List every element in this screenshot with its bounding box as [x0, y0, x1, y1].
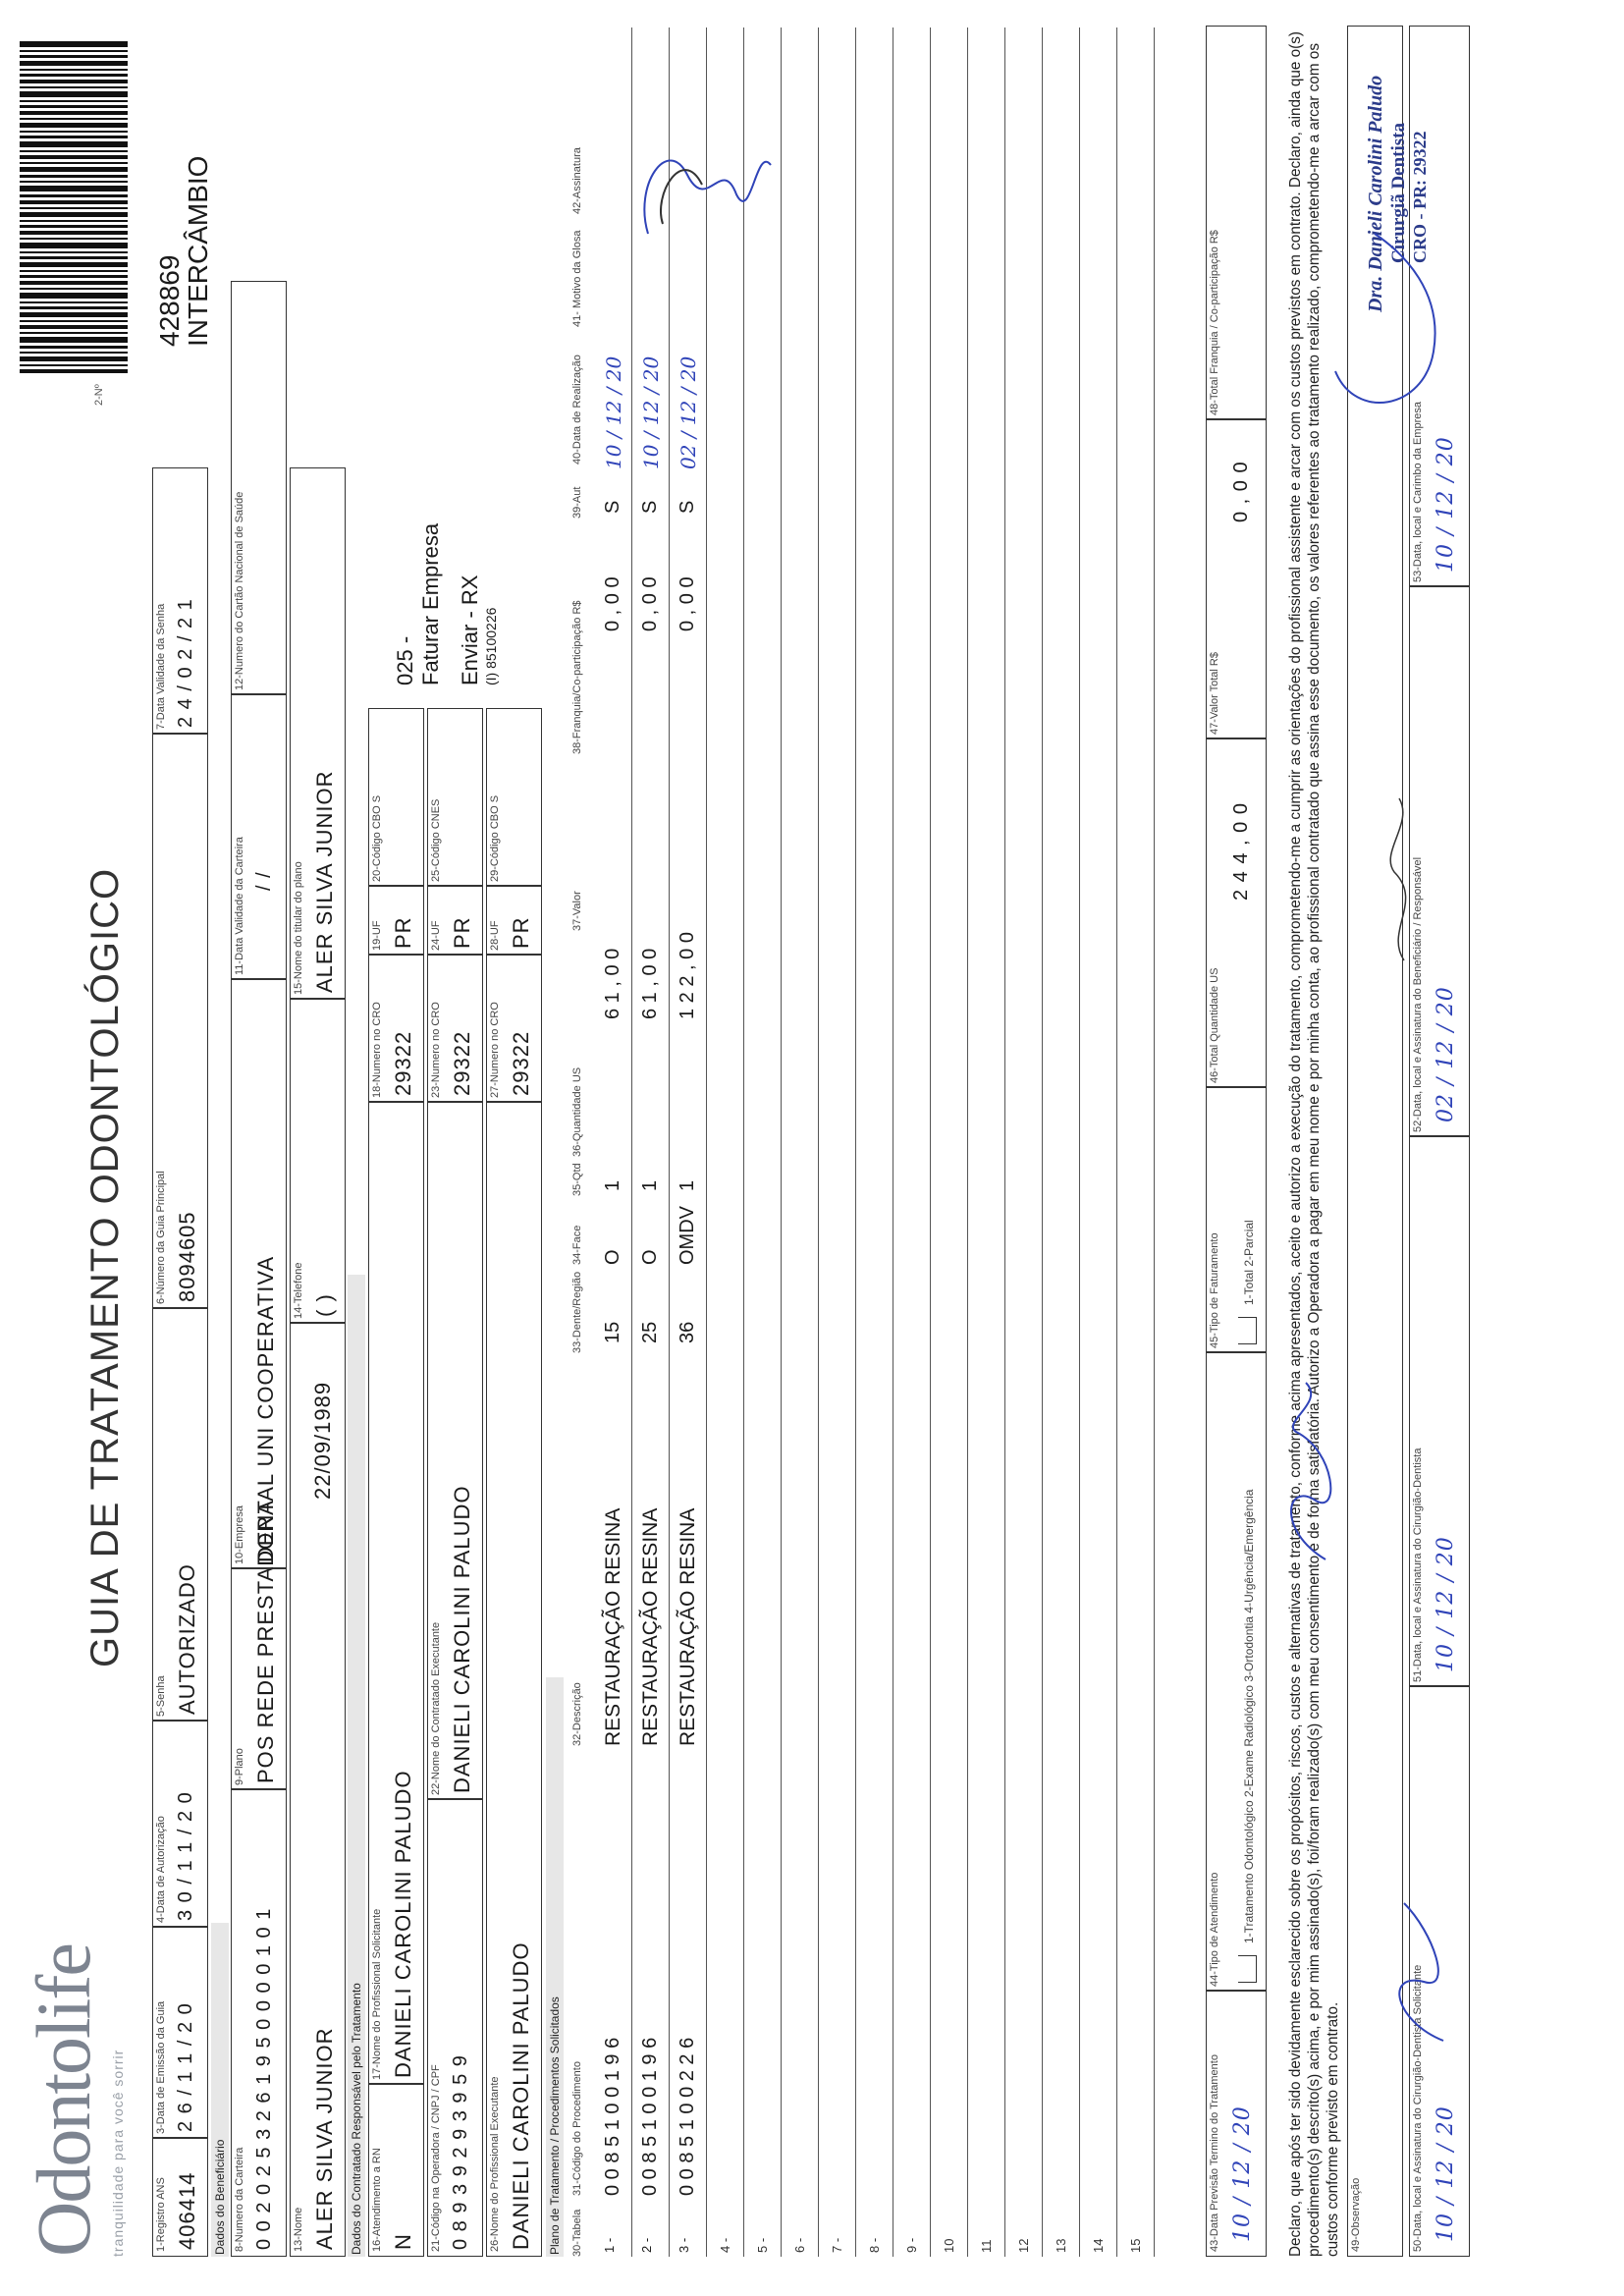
- row-number: 14: [1091, 2238, 1106, 2253]
- empty-procedure-row[interactable]: [893, 27, 931, 2257]
- value: ALER SILVA JUNIOR: [312, 2027, 337, 2250]
- col-qtd: 35-Qtd: [571, 1163, 583, 1196]
- label: 17-Nome do Profissional Solicitante: [371, 1908, 383, 2080]
- empty-procedure-row[interactable]: [1004, 27, 1043, 2257]
- field-validade-carteira: [231, 693, 287, 980]
- procedure-qty: 1: [602, 1179, 623, 1191]
- empty-procedure-row[interactable]: [818, 27, 856, 2257]
- value: 10 / 12 / 20: [1434, 1536, 1458, 1672]
- value: 8094605: [175, 1211, 199, 1302]
- label: 10-Empresa: [234, 1505, 245, 1564]
- field-empresa: [231, 978, 287, 1569]
- realization-date: 10 / 12 / 20: [639, 355, 663, 469]
- label: 12-Numero do Cartão Nacional de Saúde: [234, 491, 245, 690]
- value: PR: [391, 916, 415, 949]
- value: / /: [253, 871, 275, 891]
- value: 10 / 12 / 20: [1434, 436, 1458, 573]
- label: 18-Numero no CRO: [371, 1002, 383, 1098]
- label: 20-Código CBO S: [371, 794, 383, 882]
- value: 02 / 12 / 20: [1434, 986, 1458, 1122]
- procedure-row: [631, 27, 670, 2257]
- procedure-qty: 1: [677, 1179, 698, 1191]
- label: 26-Nome do Profissional Executante: [489, 2076, 501, 2252]
- empty-procedure-row[interactable]: [967, 27, 1005, 2257]
- field-contratado-executante: [427, 1101, 483, 1800]
- empty-procedure-row[interactable]: [855, 27, 893, 2257]
- field-cbo-solicitante: [368, 708, 424, 887]
- guide-type: INTERCÂMBIO: [183, 155, 213, 347]
- col-data-realizacao: 40-Data de Realização: [571, 355, 583, 465]
- field-codigo-operadora: [427, 1798, 483, 2257]
- procedure-us: 6 1 , 0 0: [639, 948, 661, 1019]
- field-cro-profissional: [486, 954, 542, 1103]
- logo-wordmark: Odontolife: [21, 1944, 106, 2257]
- field-profissional-solicitante: [368, 1101, 424, 2085]
- label: 46-Total Quantidade US: [1209, 967, 1220, 1083]
- label: 28-UF: [489, 920, 501, 951]
- label: 1-Registro ANS: [155, 2177, 167, 2252]
- page-title: GUIA DE TRATAMENTO ODONTOLÓGICO: [83, 867, 127, 1667]
- label: 5-Senha: [155, 1675, 167, 1717]
- procedure-row: [594, 27, 632, 2257]
- stamp-line-2: Faturar Empresa: [418, 522, 443, 685]
- label: 53-Data, local e Carimbo da Empresa: [1412, 401, 1424, 582]
- procedure-franquia: 0 , 0 0: [639, 576, 661, 631]
- value: 2 6 / 1 1 / 2 0: [175, 2002, 196, 2132]
- procedure-description: RESTAURAÇÃO RESINA: [639, 1507, 662, 1746]
- stamp-line-1: 025 -: [393, 635, 417, 685]
- col-codigo: 31-Código do Procedimento: [571, 2061, 583, 2196]
- field-registro-ans: [152, 2137, 208, 2257]
- row-number: 15: [1128, 2238, 1143, 2253]
- value: DANIELI CAROLINI PALUDO: [391, 1770, 415, 2078]
- label: 52-Data, local e Assinatura do Beneficiário / Responsável: [1412, 856, 1424, 1132]
- guide-number-label: 2-Nº: [93, 384, 105, 406]
- field-total-us: [1206, 738, 1267, 1088]
- row-number: 10: [942, 2238, 956, 2253]
- value: 2 4 4 , 0 0: [1230, 802, 1252, 901]
- section-bar-beneficiario: [211, 1923, 229, 2257]
- field-uf-executante: [427, 885, 483, 956]
- logo-tagline: tranquilidade para você sorrir: [110, 2049, 126, 2257]
- section-procedimentos: Plano de Tratamento / Procedimentos Solicitados: [548, 1996, 562, 2255]
- field-cartao-nacional: [231, 281, 287, 695]
- field-data-emissao: [152, 1926, 208, 2139]
- dentist-stamp-cro: CRO - PR: 29322: [1410, 131, 1430, 263]
- declaration-text: Declaro, que após ter sido devidamente esclarecido sobre os propósitos, riscos, custos e alternativas de tratamento, conforme acima apresentados, aceito e autorizo a execução do tratamento, comprometendo-me a cumprir as orientações do profissional assistente e arcar com os custos previstos em contrato. Declaro, ainda que o(s) procedimento(s) descrito(s) acima, e por mim assinado(s), foi/foram realizado(s) com meu consentimento e de forma satisfatória. Autorizo a Operadora a pagar em meu nome e por minha conta, ao profissional contratado que assina esse documento, os valores referentes ao tratamento realizado, comprometendo-me a arcar com os custos conforme previsto em contrato.: [1287, 31, 1341, 2257]
- signature-scribble-solicitante: [1375, 1874, 1463, 2050]
- col-quantidade-us: 36-Quantidade US: [571, 1066, 583, 1157]
- row-number: 9 -: [904, 2237, 919, 2253]
- field-profissional-executante: [486, 1101, 542, 2257]
- value: POS REDE PRESTADORA: [253, 1500, 278, 1783]
- signature-scribble-empresa: [1316, 214, 1453, 430]
- empty-procedure-row[interactable]: [930, 27, 968, 2257]
- dentist-stamp-title: Cirurgiã Dentista: [1388, 122, 1409, 263]
- value: N: [391, 2233, 415, 2250]
- field-guia-principal: [152, 733, 208, 1309]
- label: 6-Número da Guia Principal: [155, 1171, 167, 1304]
- label: 25-Código CNES: [430, 798, 442, 882]
- options: 1-Total 2-Parcial: [1242, 1220, 1256, 1305]
- field-cro-solicitante: [368, 954, 424, 1103]
- value: 3 0 / 1 1 / 2 0: [175, 1791, 196, 1921]
- procedure-code: 0 0 8 5 1 0 0 1 9 6: [602, 2037, 623, 2196]
- dentist-stamp-name: Dra. Danieli Carolini Paludo: [1365, 75, 1386, 312]
- options: 1-Tratamento Odontológico 2-Exame Radiológico 3-Ortodontia 4-Urgência/Emergência: [1242, 1489, 1256, 1943]
- procedure-code: 0 0 8 5 1 0 0 1 9 6: [639, 2037, 661, 2196]
- procedure-franquia: 0 , 0 0: [602, 576, 623, 631]
- tooth-region: 36: [677, 1321, 698, 1343]
- odontolife-logo: [20, 1944, 137, 2257]
- label: 51-Data, local e Assinatura do Cirurgião-Dentista: [1412, 1448, 1424, 1682]
- field-previsao-termino: [1206, 1990, 1267, 2257]
- label: 11-Data Validade da Carteira: [234, 837, 245, 975]
- field-cbo-profissional: [486, 708, 542, 887]
- label: 27-Numero no CRO: [489, 1002, 501, 1098]
- section-bar-contratado: [348, 1275, 365, 2257]
- label: 50-Data, local e Assinatura do Cirurgião-Dentista Solicitante: [1412, 1964, 1424, 2252]
- value: 29322: [509, 1030, 533, 1096]
- field-cnes: [427, 708, 483, 887]
- field-valor-total: [1206, 418, 1267, 739]
- value: DANIELI CAROLINI PALUDO: [450, 1485, 474, 1793]
- label: 44-Tipo de Atendimento: [1209, 1872, 1220, 1987]
- empty-procedure-row[interactable]: [1116, 27, 1155, 2257]
- row-number: 13: [1054, 2238, 1068, 2253]
- procedure-row: [669, 27, 707, 2257]
- authorization: S: [602, 500, 623, 514]
- label: 15-Nome do titular do plano: [293, 861, 304, 995]
- value: PR: [509, 916, 533, 949]
- empty-procedure-row[interactable]: [1042, 27, 1080, 2257]
- label: 48-Total Franquia / Co-participação R$: [1209, 230, 1220, 415]
- field-atendimento-rn: [368, 2083, 424, 2257]
- label: 21-Código na Operadora / CNPJ / CPF: [430, 2064, 442, 2252]
- section-bar-procedimentos: [546, 1677, 564, 2257]
- tooth-face: O: [639, 1249, 661, 1265]
- value: DANIELI CAROLINI PALUDO: [509, 1941, 533, 2250]
- label: 22-Nome do Contratado Executante: [430, 1621, 442, 1795]
- label: 45-Tipo de Faturamento: [1209, 1232, 1220, 1348]
- field-nome: [290, 1322, 346, 2257]
- signature-scribble-dentist: [1267, 1373, 1355, 1569]
- field-senha: [152, 1307, 208, 1722]
- label: 14-Telefone: [293, 1262, 304, 1319]
- realization-date: 02 / 12 / 20: [677, 355, 700, 469]
- signature-scribble-beneficiario: [1365, 793, 1434, 970]
- field-uf-solicitante: [368, 885, 424, 956]
- label: 47-Valor Total R$: [1209, 652, 1220, 735]
- field-total-franquia: [1206, 26, 1267, 420]
- tooth-region: 15: [602, 1321, 623, 1343]
- value: DENTAL UNI COOPERATIVA: [253, 1255, 278, 1562]
- guide-number: 428869: [154, 254, 185, 347]
- section-contratado: Dados do Contratado Responsável pelo Tratamento: [350, 1983, 363, 2255]
- label: 49-Observação: [1350, 2177, 1362, 2252]
- col-valor: 37-Valor: [571, 891, 583, 931]
- value: 0 , 0 0: [1230, 461, 1252, 522]
- procedure-description: RESTAURAÇÃO RESINA: [677, 1507, 699, 1746]
- tooth-region: 25: [639, 1321, 661, 1343]
- label: 19-UF: [371, 920, 383, 951]
- col-tabela: 30-Tabela: [571, 2209, 583, 2257]
- label: 9-Plano: [234, 1748, 245, 1785]
- field-tipo-faturamento: [1206, 1086, 1267, 1353]
- value: ALER SILVA JUNIOR: [312, 770, 337, 993]
- label: 43-Data Previsão Termino do Tratamento: [1209, 2054, 1220, 2252]
- value: PR: [450, 916, 474, 949]
- procedures-header: [569, 27, 589, 2257]
- value: AUTORIZADO: [175, 1563, 199, 1715]
- row-number: 7 -: [830, 2237, 844, 2253]
- col-descricao: 32-Descrição: [571, 1682, 583, 1746]
- row-number: 3 -: [677, 2237, 691, 2253]
- value: 29322: [450, 1030, 474, 1096]
- field-validade-senha: [152, 467, 208, 735]
- authorization: S: [639, 500, 661, 514]
- billing-stamp: [393, 430, 499, 685]
- signature-scribble-rows: [628, 116, 776, 253]
- label: 16-Atendimento a RN: [371, 2148, 383, 2252]
- field-data-autorizacao: [152, 1720, 208, 1928]
- value: 0 8 9 3 9 2 9 3 9 5 9: [450, 2054, 471, 2250]
- label: 8-Numero da Carteira: [234, 2147, 245, 2252]
- row-number: 5 -: [755, 2237, 770, 2253]
- tooth-face: O: [602, 1249, 623, 1265]
- procedure-code: 0 0 8 5 1 0 0 2 2 6: [677, 2037, 698, 2196]
- procedure-us: 6 1 , 0 0: [602, 948, 623, 1019]
- row-number: 11: [979, 2239, 994, 2253]
- col-motivo-glosa: 41- Motivo da Glosa: [571, 230, 583, 327]
- col-face: 34-Face: [571, 1225, 583, 1265]
- label: 23-Numero no CRO: [430, 1002, 442, 1098]
- value: 406414: [175, 2171, 199, 2250]
- authorization: S: [677, 500, 698, 514]
- row-number: 12: [1016, 2238, 1031, 2253]
- label: 29-Código CBO S: [489, 794, 501, 882]
- stamp-line-4: (I) 85100226: [483, 607, 499, 685]
- field-cro-executante: [427, 954, 483, 1103]
- label: 7-Data Validade da Senha: [155, 603, 167, 730]
- stamp-line-3: Enviar - RX: [458, 574, 482, 685]
- label: 3-Data de Emissão da Guia: [155, 2000, 167, 2134]
- value: 10 / 12 / 20: [1434, 2105, 1458, 2242]
- empty-procedure-row[interactable]: [781, 27, 819, 2257]
- row-number: 2 -: [639, 2237, 654, 2253]
- label: 13-Nome: [293, 2207, 304, 2252]
- value: 0 0 2 0 2 5 3 2 6 1 9 5 0 0 0 0 1 0 1: [253, 1907, 275, 2250]
- value: ( ): [312, 1293, 337, 1317]
- label: 24-UF: [430, 920, 442, 951]
- col-aut: 39-Aut: [571, 486, 583, 519]
- col-franquia: 38-Franquia/Co-participação R$: [571, 600, 583, 754]
- value: 29322: [391, 1030, 415, 1096]
- barcode-icon: [20, 39, 128, 373]
- row-number: 6 -: [792, 2237, 807, 2253]
- row-number: 1 -: [602, 2237, 617, 2253]
- tipo-atendimento-box[interactable]: [1238, 1955, 1257, 1983]
- birth-date: 22/09/1989: [310, 1381, 335, 1500]
- field-numero-carteira: [231, 1788, 287, 2257]
- procedure-description: RESTAURAÇÃO RESINA: [602, 1507, 624, 1746]
- tooth-face: OMDV: [677, 1206, 698, 1265]
- procedure-franquia: 0 , 0 0: [677, 576, 698, 631]
- tipo-faturamento-box[interactable]: [1238, 1317, 1257, 1344]
- value: 2 4 / 0 2 / 2 1: [175, 598, 196, 728]
- value: 10 / 12 / 20: [1230, 2105, 1255, 2242]
- field-titular: [290, 467, 346, 1000]
- label: 4-Data de Autorização: [155, 1816, 167, 1923]
- col-dente: 33-Dente/Região: [571, 1271, 583, 1353]
- col-assinatura: 42-Assinatura: [571, 147, 583, 214]
- realization-date: 10 / 12 / 20: [602, 355, 625, 469]
- empty-procedure-row[interactable]: [706, 27, 744, 2257]
- procedure-qty: 1: [639, 1179, 661, 1191]
- empty-procedure-row[interactable]: [1079, 27, 1117, 2257]
- row-number: 8 -: [867, 2237, 882, 2253]
- empty-procedure-row[interactable]: [743, 27, 782, 2257]
- field-assinatura-cirurgiao: [1409, 1135, 1470, 1687]
- procedure-us: 1 2 2 , 0 0: [677, 932, 698, 1019]
- field-uf-profissional: [486, 885, 542, 956]
- row-number: 4 -: [718, 2237, 732, 2253]
- section-beneficiario: Dados do Beneficiário: [213, 2139, 227, 2255]
- field-telefone: [290, 998, 346, 1324]
- field-tipo-atendimento: [1206, 1351, 1267, 1992]
